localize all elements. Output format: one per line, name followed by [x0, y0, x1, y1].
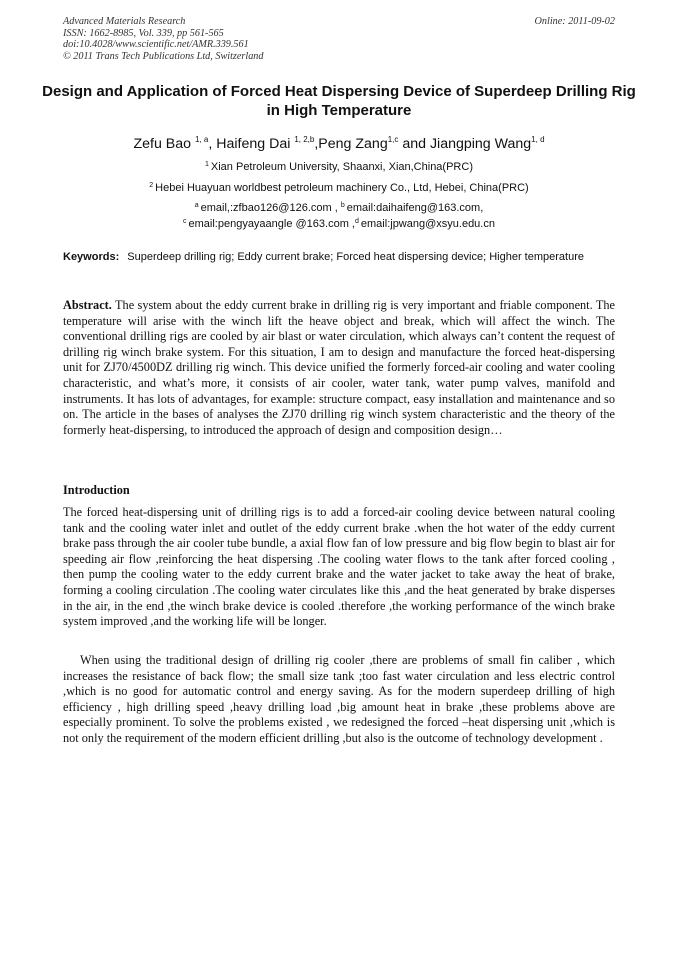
email-d[interactable]: email:jpwang@xsyu.edu.cn: [360, 218, 495, 230]
affiliation-2: [40, 179, 638, 195]
author-separator: and: [398, 136, 430, 152]
issn-line: ISSN: 1662-8985, Vol. 339, pp 561-565: [63, 27, 224, 39]
intro-paragraph-2: When using the traditional design of drilling rig cooler ,there are problems of small fin caliber , which increases the resistance of back flow; the small size tank ;too fast water circulation and less electric control ,which is no good for automatic control and energy saving. As for the modern superdeep drilling of high efficiency , high drilling speed ,heavy drilling load ,big amount heat in brake ,these problems above are especially prominent. To solve the problems existed , we redesigned the forced –heat dispersing unit ,which is not only the requirement of the modern efficient drilling ,but also is the outcome of technology development .: [63, 653, 615, 745]
author-affiliation-mark: 1, d: [531, 135, 545, 144]
author-name: Haifeng Dai: [216, 136, 291, 152]
author-affiliation-mark: 1,c: [387, 135, 399, 144]
author-name: Peng Zang: [318, 136, 388, 152]
author-name: Jiangping Wang: [429, 136, 532, 152]
email-mark: d: [355, 218, 359, 225]
journal-name: Advanced Materials Research: [63, 16, 186, 27]
abstract-block: [63, 298, 615, 438]
author-affiliation-mark: 1, 2,b: [294, 135, 315, 144]
keywords-label: Keywords:: [63, 251, 120, 263]
keywords-block: [63, 250, 615, 265]
email-b[interactable]: email:daihaifeng@163.com,: [346, 202, 484, 214]
email-mark: b: [340, 202, 345, 209]
email-line-2: [40, 215, 638, 231]
keywords-text: Superdeep drilling rig; Eddy current brake; Forced heat dispersing device; Higher temperature: [127, 251, 584, 263]
email-mark: c: [183, 218, 187, 225]
journal-header: [63, 16, 615, 62]
email-c[interactable]: email:pengyayaangle @163.com ,: [188, 218, 355, 230]
author-affiliation-mark: 1, a: [195, 135, 209, 144]
copyright-line: © 2011 Trans Tech Publications Ltd, Switzerland: [63, 50, 264, 62]
author-separator: ,: [208, 136, 217, 152]
email-a[interactable]: email,:zfbao126@126.com ,: [200, 202, 341, 214]
abstract-label: Abstract.: [63, 298, 112, 312]
author-list: [40, 131, 638, 153]
affiliation-text: Xian Petroleum University, Shaanxi, Xian,China(PRC): [210, 161, 473, 173]
online-date: Online: 2011-09-02: [534, 16, 615, 27]
abstract-text: The system about the eddy current brake in drilling rig is very important and friable component. The temperature will arise with the winch lift the heave object and break, which will affect the winch. The conventional drilling rigs are cooled by air blast or water circulation, which always can’t content the request of drilling rig winch brake system. For this situation, I am to design and manufacture the forced heat-dispersing unit for ZJ70/4500DZ drilling rig winch. This device unified the formerly forced-air cooling and water cooling characteristic, and what’s more, it consists of air cooler, water tank, water pump valves, manifold and instruments. It has lots of advantages, for example: structure compact, easy installation and maintenance and so on. The article in the bases of analyses the ZJ70 drilling rig winch system characteristic and the theory of the formerly heat-dispersing, to introduced the approach of design and composition design…: [63, 298, 615, 437]
affiliation-1: [40, 158, 638, 174]
doi-line: doi:10.4028/www.scientific.net/AMR.339.561: [63, 39, 249, 51]
intro-paragraph-1: The forced heat-dispersing unit of drilling rigs is to add a forced-air cooling device between natural cooling tank and the cooling water inlet and outlet of the eddy current brake .when the hot water of the eddy current brake pass through the air cooler tube bundle, a axial flow fan of low pressure and big flow begin to blast air for speeding air flow ,reinforcing the heat dispersing .The cooling water flows to the tank after forced cooling , then pump the cooling water to the eddy current brake and the water jacket to take away the heat of brake, forming a cooling circulation .The cooling water circulates like this ,and the heat generated by brake disperses in the air, in the end ,the winch brake device is cooled .therefore ,the working performance of the winch brake system improved ,and the working life will be longer.: [63, 505, 615, 629]
affiliation-mark: 1: [205, 161, 209, 168]
section-heading-introduction: Introduction: [63, 483, 130, 497]
author-separator: ,: [314, 136, 319, 152]
paper-title: Design and Application of Forced Heat Dispersing Device of Superdeep Drilling Rig in High Temperature: [42, 83, 636, 119]
affiliation-text: Hebei Huayuan worldbest petroleum machinery Co., Ltd, Hebei, China(PRC): [155, 182, 529, 194]
email-line-1: [40, 199, 638, 215]
author-name: Zefu Bao: [133, 136, 192, 152]
email-mark: a: [194, 202, 199, 209]
affiliation-mark: 2: [149, 182, 154, 189]
